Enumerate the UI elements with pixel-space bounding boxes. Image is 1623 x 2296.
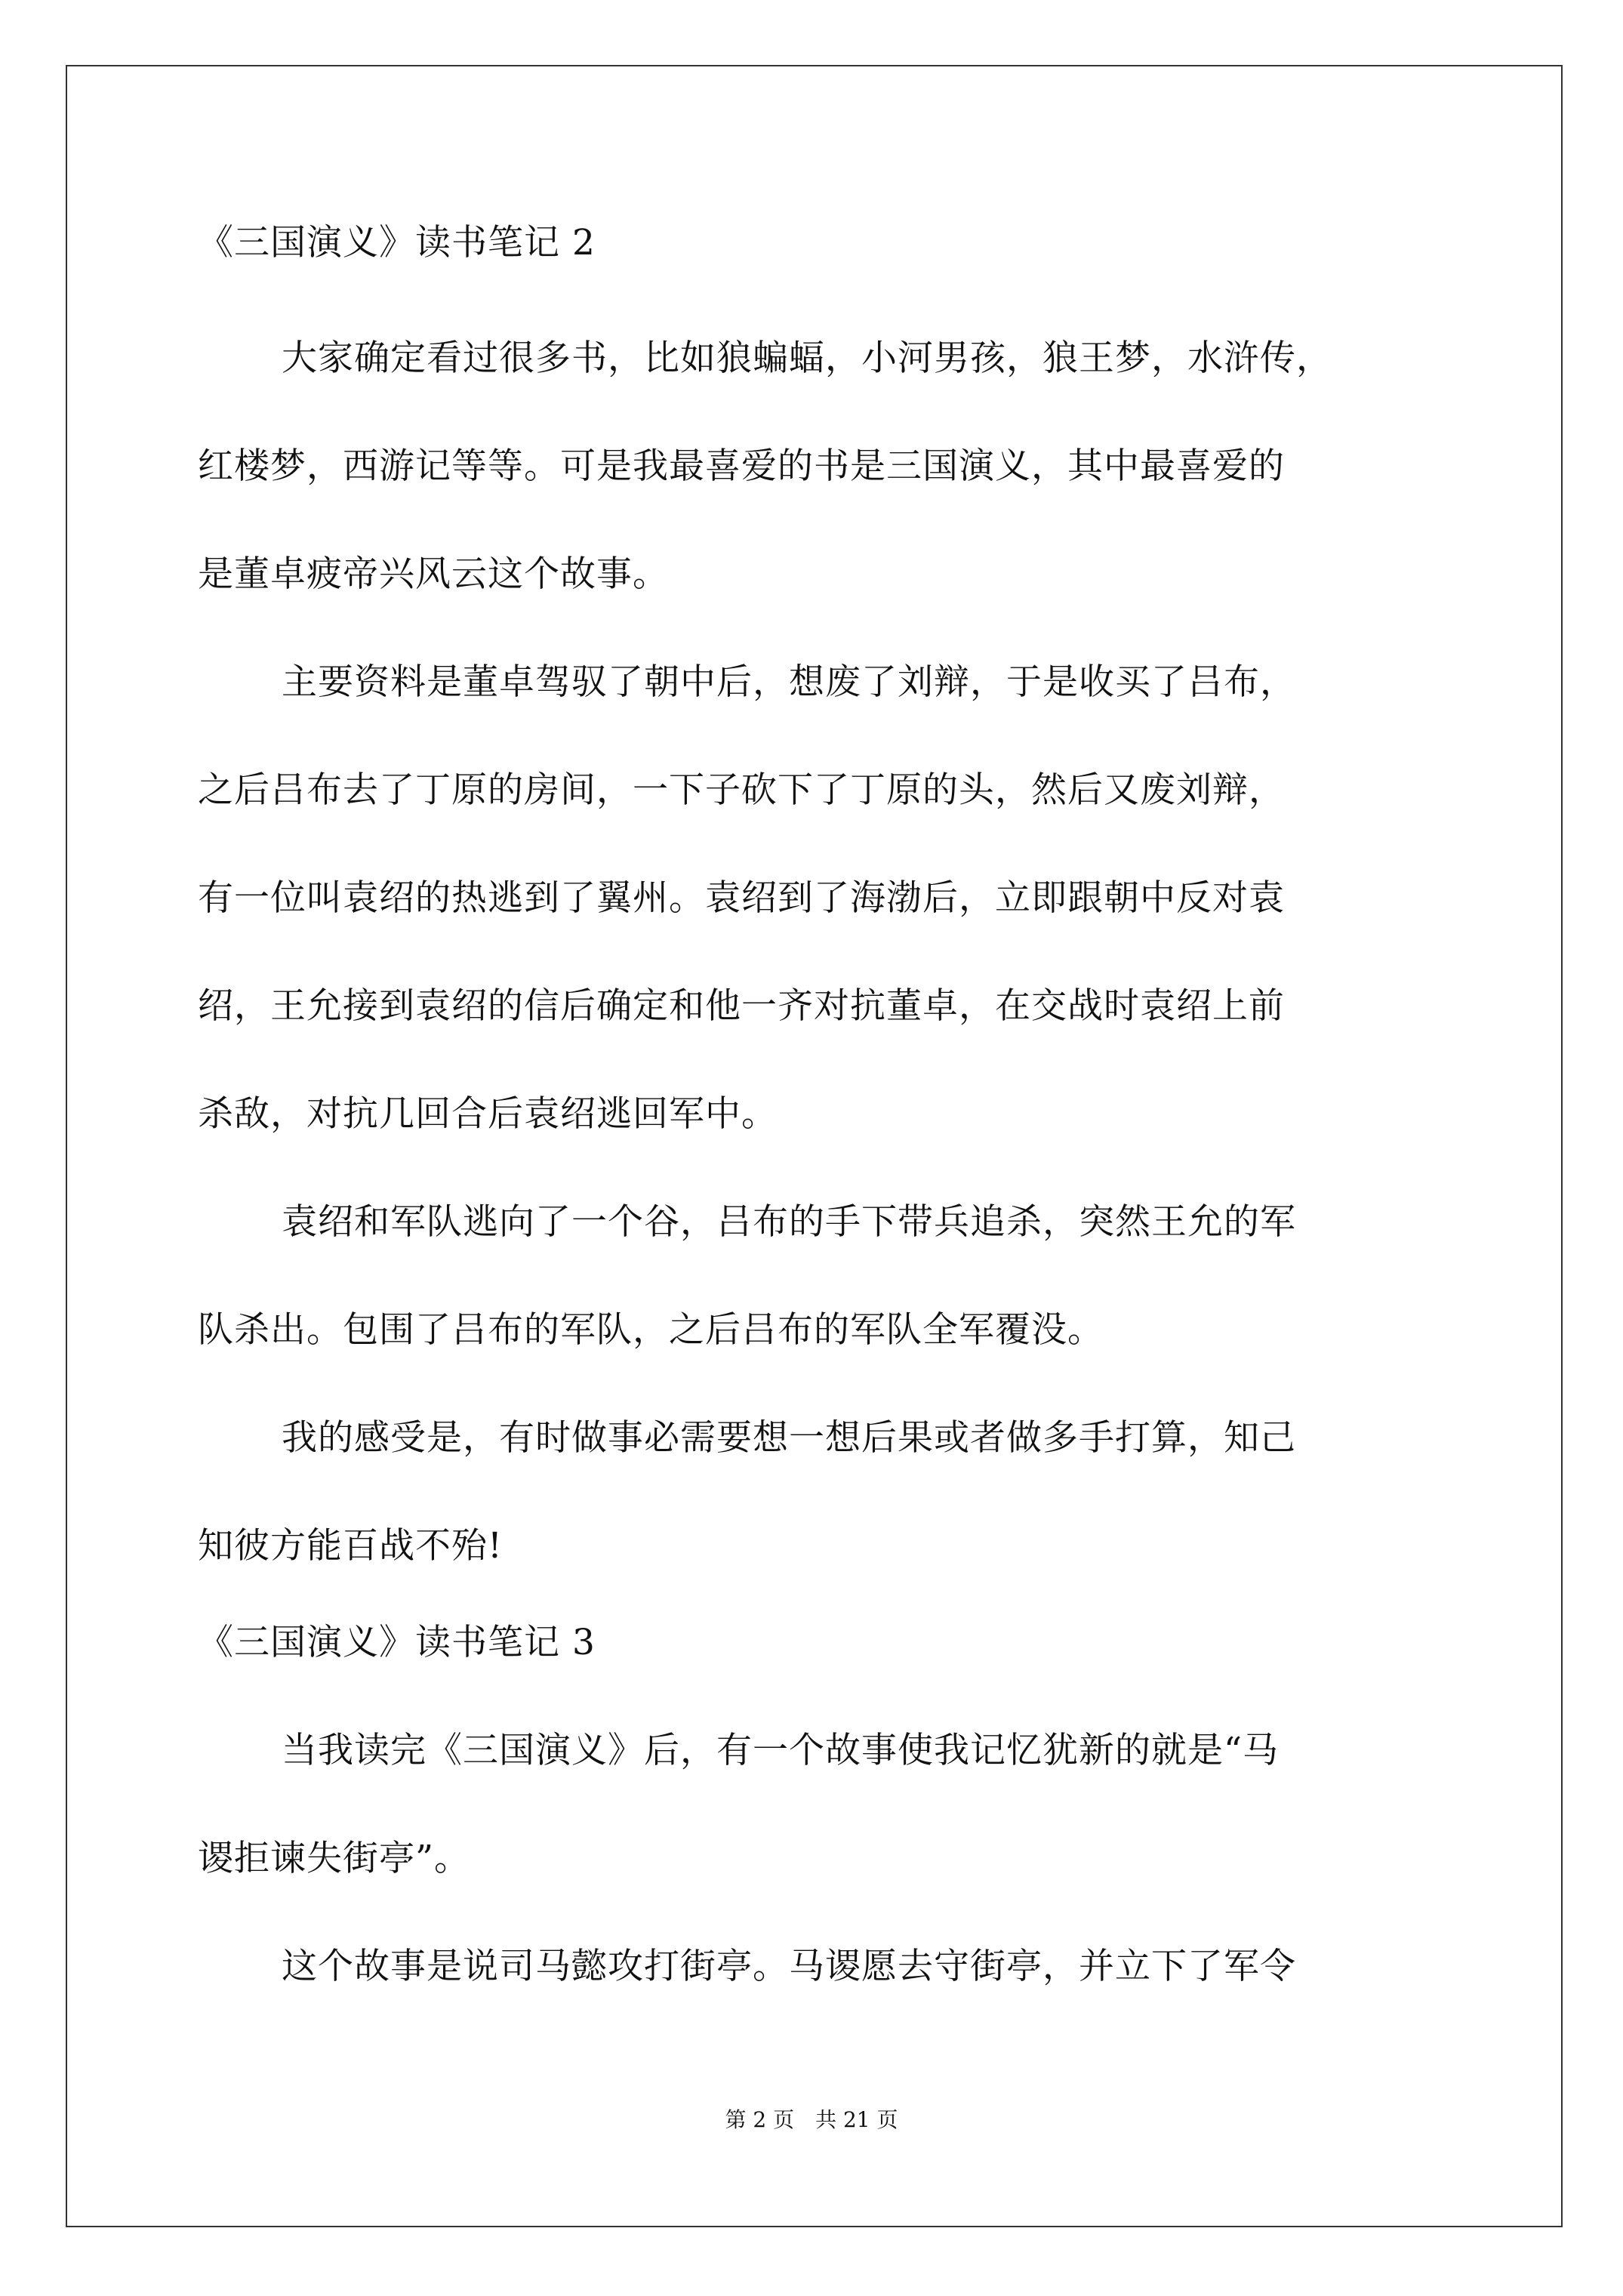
paragraph-line: 绍，王允接到袁绍的信后确定和他一齐对抗董卓，在交战时袁绍上前: [198, 985, 1285, 1027]
paragraph-line: 当我读完《三国演义》后，有一个故事使我记忆犹新的就是“马: [282, 1730, 1280, 1771]
paragraph-line: 队杀出。包围了吕布的军队，之后吕布的军队全军覆没。: [198, 1309, 1104, 1351]
section-title-3: 《三国演义》读书笔记 3: [198, 1622, 596, 1663]
paragraph-line: 杀敌，对抗几回合后袁绍逃回军中。: [198, 1093, 778, 1135]
paragraph-line: 之后吕布去了丁原的房间，一下子砍下了丁原的头，然后又废刘辩，: [198, 769, 1285, 811]
paragraph-line: 谡拒谏失街亭”。: [198, 1838, 471, 1879]
page-footer: 第 2 页 共 21 页: [725, 2107, 898, 2132]
section-title-2: 《三国演义》读书笔记 2: [198, 222, 596, 264]
paragraph-line: 这个故事是说司马懿攻打街亭。马谡愿去守街亭，并立下了军令: [282, 1946, 1296, 1987]
paragraph-line: 主要资料是董卓驾驭了朝中后，想废了刘辩，于是收买了吕布，: [282, 661, 1296, 703]
paragraph-line: 我的感受是，有时做事必需要想一想后果或者做多手打算，知己: [282, 1417, 1296, 1459]
paragraph-line: 有一位叫袁绍的热逃到了翼州。袁绍到了海渤后，立即跟朝中反对袁: [198, 877, 1285, 919]
paragraph-line: 知彼方能百战不殆!: [198, 1525, 503, 1567]
paragraph-line: 是董卓疲帝兴风云这个故事。: [198, 553, 669, 595]
paragraph-line: 红楼梦，西游记等等。可是我最喜爱的书是三国演义，其中最喜爱的: [198, 445, 1285, 487]
paragraph-line: 袁绍和军队逃向了一个谷，吕布的手下带兵追杀，突然王允的军: [282, 1201, 1296, 1243]
paragraph-line: 大家确定看过很多书，比如狼蝙蝠，小河男孩，狼王梦，水浒传，: [282, 337, 1332, 379]
page-border: [66, 65, 1563, 2227]
